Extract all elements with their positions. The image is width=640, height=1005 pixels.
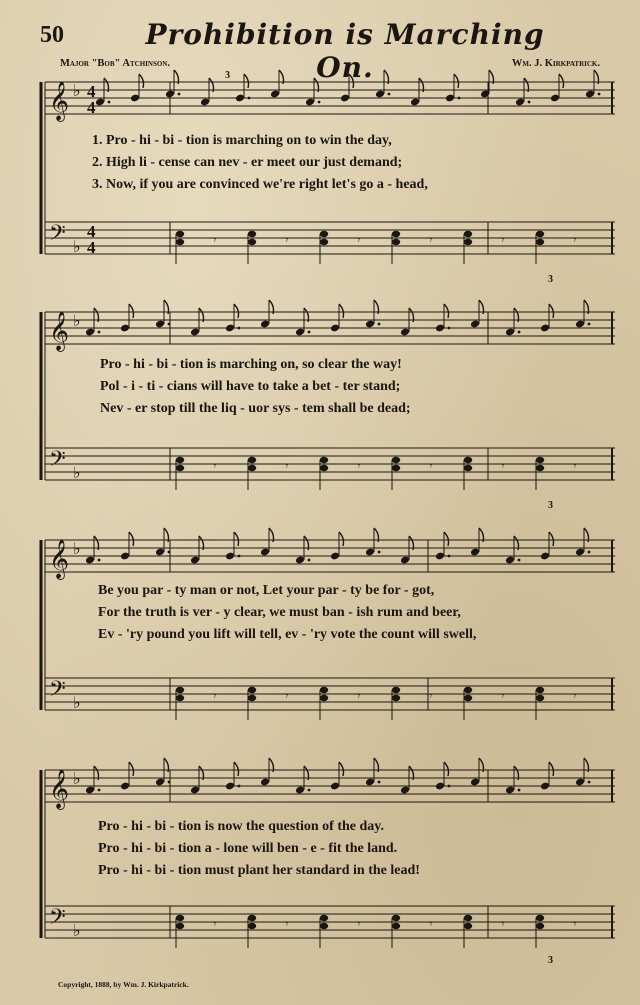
bass-clef-icon: 𝄢 [49,221,66,251]
note-flag [339,532,344,546]
rest-icon: 𝄾 [285,233,289,248]
flat-sign-icon: ♭ [73,81,81,100]
rest-icon: 𝄾 [357,917,361,932]
flat-sign-icon: ♭ [73,693,81,712]
note-flag [234,762,239,776]
note-head [248,239,256,245]
note-dot [378,323,381,326]
note-head [464,457,472,463]
note-flag [549,532,554,546]
note-head [392,465,400,471]
note-dot [238,555,241,558]
treble-clef-icon: 𝄞 [49,769,70,809]
flat-sign-icon: ♭ [73,921,81,940]
note-dot [168,781,171,784]
lyric-line: Be you par - ty man or not, Let your par - ty be for - got, [98,583,435,598]
note-dot [448,785,451,788]
note-head [176,231,184,237]
note-head [248,687,256,693]
note-dot [308,789,311,792]
note-head [392,457,400,463]
note-head [248,465,256,471]
lyrics-system-3 [98,580,476,646]
note-dot [458,97,461,100]
note-head [536,239,544,245]
note-head [176,239,184,245]
note-head [392,695,400,701]
rest-icon: 𝄾 [573,233,577,248]
note-dot [598,93,601,96]
note-dot [168,323,171,326]
rest-icon: 𝄾 [573,689,577,704]
flat-sign-icon: ♭ [73,311,81,330]
note-head [536,915,544,921]
note-head [536,923,544,929]
time-signature-top: 4 [87,82,96,101]
rest-icon: 𝄾 [357,233,361,248]
lyric-line: Ev - 'ry pound you lift will tell, ev - 'ry vote the count will swell, [98,627,477,642]
song-title: Prohibition is Marching On. [145,18,545,84]
note-dot [518,331,521,334]
lyric-line: Pro - hi - bi - tion is marching on, so clear the way! [100,357,402,372]
note-flag [549,304,554,318]
rest-icon: 𝄾 [429,689,433,704]
note-head [320,239,328,245]
note-flag [129,762,134,776]
note-head [464,915,472,921]
note-dot [378,551,381,554]
note-head [464,695,472,701]
note-flag [339,762,344,776]
rest-icon: 𝄾 [501,233,505,248]
rest-icon: 𝄾 [285,917,289,932]
note-dot [318,101,321,104]
note-flag [234,532,239,546]
note-head [176,457,184,463]
rest-icon: 𝄾 [357,689,361,704]
bass-clef-icon: 𝄢 [49,677,66,707]
note-dot [98,559,101,562]
rest-icon: 𝄾 [501,689,505,704]
rest-icon: 𝄾 [573,917,577,932]
note-head [248,695,256,701]
note-flag [139,74,144,88]
lyricist-credit: Major "Bob" Atchinson. [60,58,170,69]
triplet-mark: 3 [225,70,230,81]
note-head [320,687,328,693]
treble-clef-icon: 𝄞 [49,311,70,351]
treble-clef-icon: 𝄞 [49,81,70,121]
note-flag [559,74,564,88]
note-head [320,457,328,463]
rest-icon: 𝄾 [213,917,217,932]
note-head [392,915,400,921]
rest-icon: 𝄾 [429,459,433,474]
note-dot [448,555,451,558]
rest-icon: 𝄾 [213,459,217,474]
note-dot [108,101,111,104]
note-dot [308,331,311,334]
note-flag [129,532,134,546]
triplet-mark: 3 [548,274,553,285]
note-dot [98,789,101,792]
note-dot [238,327,241,330]
bass-clef-icon: 𝄢 [49,905,66,935]
note-dot [178,93,181,96]
triplet-mark: 3 [548,500,553,511]
note-head [536,231,544,237]
rest-icon: 𝄾 [213,689,217,704]
composer-credit: Wm. J. Kirkpatrick. [511,58,600,69]
lyric-line: Pol - i - ti - cians will have to take a bet - ter stand; [100,379,401,394]
lyric-line: 1. Pro - hi - bi - tion is marching on to win the day, [92,133,392,148]
flat-sign-icon: ♭ [73,539,81,558]
note-dot [248,97,251,100]
note-head [248,915,256,921]
rest-icon: 𝄾 [285,459,289,474]
note-dot [528,101,531,104]
lyric-line: 2. High li - cense can nev - er meet our just demand; [92,155,403,170]
triplet-mark: 3 [548,955,553,966]
bass-clef-icon: 𝄢 [49,447,66,477]
lyric-line: For the truth is ver - y clear, we must ban - ish rum and beer, [98,605,461,620]
note-head [464,923,472,929]
note-dot [518,789,521,792]
note-dot [588,323,591,326]
note-head [536,687,544,693]
note-head [248,457,256,463]
lyrics-system-2 [100,354,411,420]
note-flag [454,74,459,88]
copyright-notice: Copyright, 1888, by Wm. J. Kirkpatrick. [58,980,189,989]
treble-clef-icon: 𝄞 [49,539,70,579]
note-dot [588,551,591,554]
note-flag [234,304,239,318]
note-head [320,231,328,237]
note-dot [388,93,391,96]
note-head [176,923,184,929]
note-head [464,687,472,693]
note-flag [549,762,554,776]
note-head [392,923,400,929]
lyric-line: Pro - hi - bi - tion a - lone will ben - e - fit the land. [98,841,398,856]
note-head [176,465,184,471]
note-head [536,457,544,463]
note-dot [588,781,591,784]
note-head [464,231,472,237]
note-head [248,231,256,237]
note-head [320,465,328,471]
note-head [536,465,544,471]
note-dot [448,327,451,330]
note-head [392,231,400,237]
note-flag [129,304,134,318]
rest-icon: 𝄾 [213,233,217,248]
rest-icon: 𝄾 [357,459,361,474]
note-head [392,687,400,693]
note-dot [238,785,241,788]
flat-sign-icon: ♭ [73,463,81,482]
note-head [176,915,184,921]
time-signature-bottom: 4 [87,238,96,257]
rest-icon: 𝄾 [429,917,433,932]
rest-icon: 𝄾 [501,917,505,932]
note-dot [98,331,101,334]
note-dot [168,551,171,554]
note-head [464,465,472,471]
note-flag [444,304,449,318]
flat-sign-icon: ♭ [73,769,81,788]
note-flag [444,762,449,776]
note-dot [378,781,381,784]
page-number: 50 [40,22,64,48]
flat-sign-icon: ♭ [73,237,81,256]
note-head [464,239,472,245]
note-flag [244,74,249,88]
time-signature-top: 4 [87,222,96,241]
time-signature-bottom: 4 [87,98,96,117]
note-dot [308,559,311,562]
note-dot [518,559,521,562]
note-head [392,239,400,245]
note-head [320,915,328,921]
lyrics-system-4 [98,816,420,882]
rest-icon: 𝄾 [285,689,289,704]
note-head [536,695,544,701]
note-flag [444,532,449,546]
note-head [176,695,184,701]
lyric-line: Nev - er stop till the liq - uor sys - tem shall be dead; [100,401,411,416]
lyrics-system-1 [92,130,428,196]
note-flag [349,74,354,88]
note-head [320,695,328,701]
note-head [320,923,328,929]
lyric-line: Pro - hi - bi - tion is now the question of the day. [98,819,384,834]
rest-icon: 𝄾 [501,459,505,474]
note-flag [339,304,344,318]
note-head [176,687,184,693]
lyric-line: Pro - hi - bi - tion must plant her standard in the lead! [98,863,420,878]
lyric-line: 3. Now, if you are convinced we're right let's go a - head, [92,177,428,192]
note-head [248,923,256,929]
rest-icon: 𝄾 [429,233,433,248]
rest-icon: 𝄾 [573,459,577,474]
